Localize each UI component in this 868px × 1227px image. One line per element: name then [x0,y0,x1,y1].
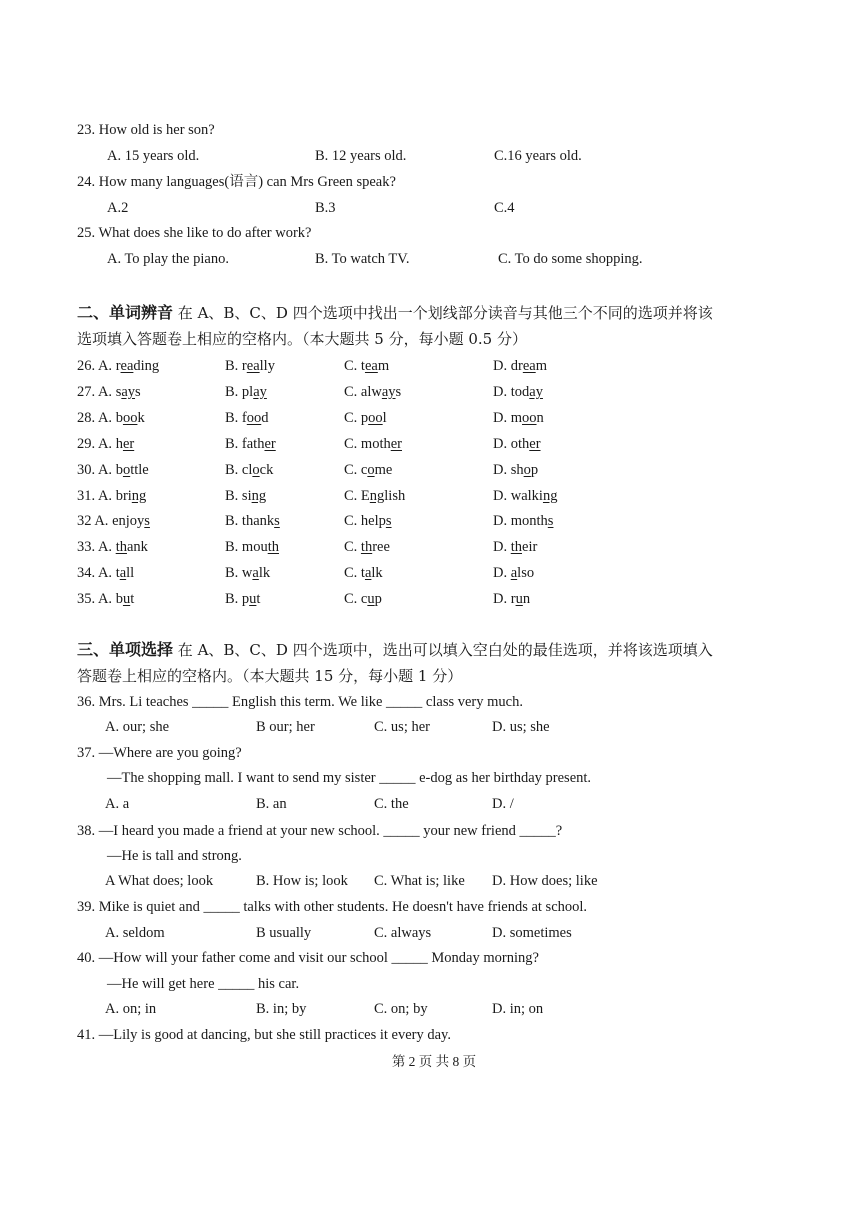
question-39 [0,894,868,920]
word-prefix: t [360,358,365,374]
section-3-header [77,637,737,663]
option-c: C. the [374,796,409,812]
word-suffix: s [395,383,402,400]
option-c: C. To do some shopping. [498,251,643,267]
section-2-header [77,300,737,326]
option-a: A.2 [107,200,129,216]
option-c [344,560,383,586]
word-prefix: month [510,513,548,530]
phonetics-question-row [0,534,868,560]
option-label: A. [94,513,113,530]
question-stem: 24. How many languages(语言) can Mrs Green speak? [77,174,396,190]
word-prefix: r [241,358,247,374]
word-suffix: m [535,358,547,374]
option-d [493,483,557,509]
question-stem: 40. —How will your father come and visit our school _____ Monday morning? [77,950,539,966]
phonetics-question-row [0,560,868,586]
option-b [225,560,270,586]
question-37-options [0,791,868,817]
question-number: 34. [77,565,98,582]
word-prefix: c [360,591,368,608]
option-b [225,586,260,612]
underlined-letters: s [274,513,280,530]
word-suffix: l [382,409,387,426]
underlined-letters: ng [369,487,385,504]
option-label: A. [97,487,116,504]
phonetics-question-row [0,483,868,509]
word-prefix: r [510,591,516,608]
underlined-letters: er [390,435,402,452]
underlined-letters: th [115,539,127,556]
option-label: C. [344,461,361,478]
question-number: 27. [77,383,98,400]
word-prefix: thank [241,513,275,530]
section-3-title: 三、单项选择 [77,640,174,659]
underlined-letters: o [122,461,131,478]
option-a [77,586,134,612]
question-24-options [0,195,868,221]
option-c [344,405,387,431]
word-suffix: eir [522,539,538,556]
phonetics-question-row [0,405,868,431]
underlined-letters: s [385,513,392,530]
option-a: A. on; in [105,1001,157,1017]
word-prefix: enjoy [112,513,145,530]
option-label: D. [493,539,511,556]
word-suffix: ank [126,539,148,556]
option-label: B. [225,461,242,478]
question-23-options [0,143,868,169]
option-b [225,379,267,405]
word-suffix: ck [259,461,274,478]
option-label: C. [344,435,361,452]
option-b [225,508,280,534]
word-suffix: lk [258,565,271,582]
underlined-letters: ay [121,383,136,400]
underlined-letters: th [360,539,373,556]
underlined-letters: s [547,513,554,530]
underlined-letters: o [523,461,531,478]
option-c [344,379,401,405]
word-prefix: b [115,461,123,478]
word-suffix: t [130,591,135,608]
option-c: C. on; by [374,1001,428,1017]
section-3-instruction-line2: 答题卷上相应的空格内。（本大题共 15 分，每小题 1 分） [77,667,463,685]
word-prefix: alw [360,383,382,400]
word-suffix: lish [384,487,406,504]
underlined-letters: er [122,435,135,452]
question-stem: 41. —Lily is good at dancing, but she still practices it every day. [77,1027,451,1043]
option-b: B. How is; look [256,873,348,889]
word-suffix: ree [372,539,390,556]
word-prefix: cl [241,461,253,478]
option-c: C. us; her [374,719,430,735]
dialogue-line: —The shopping mall. I want to send my sister _____ e-dog as her birthday present. [107,770,592,786]
word-suffix: ttle [130,461,149,478]
option-c [344,483,405,509]
option-a [77,405,145,431]
option-d: D. / [492,796,514,812]
word-prefix: p [241,591,250,608]
option-label: D. [493,358,511,374]
option-b [225,405,269,431]
question-38 [0,818,868,844]
option-a: A. our; she [105,719,170,735]
option-label: D. [493,565,511,582]
word-prefix: c [360,461,368,478]
word-suffix: p [530,461,539,478]
option-d [493,405,544,431]
question-36 [0,689,868,715]
word-prefix: tod [510,383,530,400]
word-suffix: n [522,591,531,608]
option-label: C. [344,591,361,608]
option-a [77,353,159,379]
underlined-letters: th [267,539,279,556]
phonetics-question-row [0,379,868,405]
section-2-instruction-cont [77,326,737,352]
underlined-letters: er [264,435,276,452]
option-d [493,560,534,586]
phonetics-question-row [0,353,868,379]
underlined-letters: ay [529,383,543,400]
word-suffix: s [135,383,141,400]
word-prefix: w [241,565,253,582]
option-label: B. [225,513,242,530]
phonetics-question-row [0,586,868,612]
question-number: 30. [77,461,98,478]
option-label: A. [97,409,116,426]
underlined-letters: oo [368,409,383,426]
word-suffix: me [374,461,393,478]
page-number: 第 2 页 共 8 页 [391,1054,477,1069]
option-c [344,508,392,534]
word-suffix: n [536,409,544,426]
underlined-letters: th [510,539,523,556]
option-c [344,534,390,560]
option-c: C. always [374,925,432,941]
question-number: 26. [77,358,98,374]
word-prefix: b [115,591,123,608]
option-label: A. [97,539,116,556]
option-b: B. 12 years old. [315,148,407,164]
question-41 [0,1022,868,1048]
option-label: C. [344,565,361,582]
option-d: D. us; she [492,719,550,735]
underlined-letters: o [367,461,375,478]
word-prefix: s [115,383,122,400]
option-label: D. [493,461,511,478]
question-25 [0,220,868,246]
option-label: B. [225,487,242,504]
option-b [225,431,276,457]
word-prefix: moth [360,435,391,452]
word-suffix: lk [371,565,383,582]
word-suffix: lso [517,565,535,582]
word-suffix: t [256,591,261,608]
option-d [493,457,538,483]
option-a [77,560,134,586]
underlined-letters: a [252,565,259,582]
question-stem: 36. Mrs. Li teaches _____ English this term. We like _____ class very much. [77,694,523,710]
underlined-letters: oo [246,409,262,426]
word-prefix: help [360,513,386,530]
underlined-letters: ea [522,358,536,374]
option-d [493,586,530,612]
option-b: B usually [256,925,312,941]
dialogue-line: —He is tall and strong. [107,848,242,864]
underlined-letters: ng [251,487,267,504]
section-3-instruction-cont [77,663,737,689]
underlined-letters: a [510,565,518,582]
option-c [344,353,389,379]
question-number: 32 [77,513,95,530]
underlined-letters: u [515,591,523,608]
question-37 [0,740,868,766]
option-a [77,508,150,534]
section-2-title: 二、单词辨音 [77,303,174,322]
option-b [225,483,266,509]
option-label: C. [344,487,361,504]
option-a: A. a [105,796,130,812]
option-a [77,457,149,483]
word-prefix: p [360,409,369,426]
phonetics-question-row [0,457,868,483]
question-38-reply [0,843,868,869]
underlined-letters: ea [364,358,378,374]
option-label: D. [493,409,511,426]
option-a: A. To play the piano. [107,251,229,267]
word-suffix: ll [126,565,135,582]
underlined-letters: ay [381,383,396,400]
option-a [77,534,148,560]
underlined-letters: u [367,591,375,608]
option-a [77,483,146,509]
word-prefix: mou [241,539,268,556]
option-b: B.3 [315,200,336,216]
option-label: A. [97,358,116,374]
word-prefix: m [510,409,523,426]
word-prefix: walki [510,487,543,504]
word-prefix: E [360,487,370,504]
word-suffix: lly [259,358,275,374]
option-label: B. [225,409,242,426]
question-40-reply [0,971,868,997]
question-23 [0,117,868,143]
question-39-options [0,920,868,946]
option-label: C. [344,513,361,530]
phonetics-question-row [0,431,868,457]
question-stem: 37. —Where are you going? [77,745,242,761]
option-c [344,431,402,457]
question-37-reply [0,765,868,791]
option-c [344,586,382,612]
word-prefix: b [115,409,123,426]
question-number: 29. [77,435,98,452]
question-number: 28. [77,409,98,426]
option-a: A What does; look [105,873,214,889]
question-number: 31. [77,487,98,504]
option-a [77,431,134,457]
word-prefix: bri [115,487,132,504]
option-label: A. [97,435,116,452]
word-suffix: ding [133,358,160,374]
option-label: B. [225,435,242,452]
word-prefix: f [241,409,247,426]
word-prefix: si [241,487,252,504]
option-c: C. What is; like [374,873,465,889]
option-label: C. [344,383,361,400]
question-38-options [0,868,868,894]
word-prefix: h [115,435,123,452]
word-prefix: fath [241,435,265,452]
option-a: A. seldom [105,925,165,941]
option-label: A. [97,565,116,582]
option-label: C. [344,409,361,426]
underlined-letters: ng [131,487,147,504]
underlined-letters: o [252,461,260,478]
question-36-options [0,714,868,740]
option-d [493,508,553,534]
underlined-letters: a [364,565,372,582]
option-label: B. [225,565,242,582]
phonetics-question-row [0,508,868,534]
word-prefix: sh [510,461,524,478]
option-label: A. [97,461,116,478]
word-suffix: k [137,409,145,426]
word-prefix: dr [510,358,523,374]
option-label: C. [344,358,361,374]
option-b [225,534,279,560]
question-stem: 25. What does she like to do after work? [77,225,312,241]
option-c: C.16 years old. [494,148,582,164]
question-40 [0,945,868,971]
question-number: 33. [77,539,98,556]
option-a: A. 15 years old. [107,148,200,164]
underlined-letters: u [249,591,257,608]
option-d [493,431,541,457]
word-prefix: oth [510,435,530,452]
underlined-letters: ea [120,358,134,374]
option-label: B. [225,358,242,374]
option-label: C. [344,539,361,556]
underlined-letters: ay [253,383,267,400]
word-prefix: t [360,565,365,582]
underlined-letters: s [144,513,150,530]
underlined-letters: ng [542,487,558,504]
option-b: B. in; by [256,1001,307,1017]
underlined-letters: oo [522,409,537,426]
option-b: B. To watch TV. [315,251,410,267]
option-label: D. [493,591,511,608]
word-suffix: d [261,409,269,426]
option-label: D. [493,513,511,530]
question-number: 35. [77,591,98,608]
question-stem: 38. —I heard you made a friend at your new school. _____ your new friend _____? [77,823,563,839]
underlined-letters: a [119,565,127,582]
word-suffix: p [374,591,382,608]
option-b: B. an [256,796,287,812]
option-d: D. in; on [492,1001,544,1017]
underlined-letters: u [122,591,131,608]
option-d: D. sometimes [492,925,572,941]
underlined-letters: er [529,435,541,452]
question-24 [0,169,868,195]
word-prefix: pl [241,383,254,400]
option-d [493,379,543,405]
underlined-letters: oo [122,409,138,426]
option-a [77,379,141,405]
word-prefix: r [115,358,121,374]
question-stem: 39. Mike is quiet and _____ talks with other students. He doesn't have friends at school. [77,899,588,915]
dialogue-line: —He will get here _____ his car. [107,976,300,992]
section-2-instruction: 在 A、B、C、D 四个选项中找出一个划线部分读音与其他三个不同的选项并将该 [177,304,713,322]
option-label: A. [97,591,116,608]
option-d [493,353,547,379]
option-label: B. [225,539,242,556]
question-40-options [0,996,868,1022]
option-b: B our; her [256,719,315,735]
option-label: A. [97,383,116,400]
option-b [225,353,275,379]
option-b [225,457,273,483]
option-d [493,534,537,560]
section-2-instruction-line2: 选项填入答题卷上相应的空格内。（本大题共 5 分，每小题 0.5 分） [77,330,527,348]
option-label: D. [493,487,511,504]
option-d: D. How does; like [492,873,598,889]
option-c [344,457,392,483]
question-stem: 23. How old is her son? [77,122,215,138]
option-c: C.4 [494,200,515,216]
question-25-options [0,246,868,272]
option-label: B. [225,591,242,608]
word-suffix: m [377,358,390,374]
word-prefix: t [115,565,120,582]
option-label: B. [225,383,242,400]
section-3-instruction: 在 A、B、C、D 四个选项中，选出可以填入空白处的最佳选项，并将该选项填入 [177,641,713,659]
option-label: D. [493,383,511,400]
option-label: D. [493,435,511,452]
underlined-letters: ea [246,358,260,374]
